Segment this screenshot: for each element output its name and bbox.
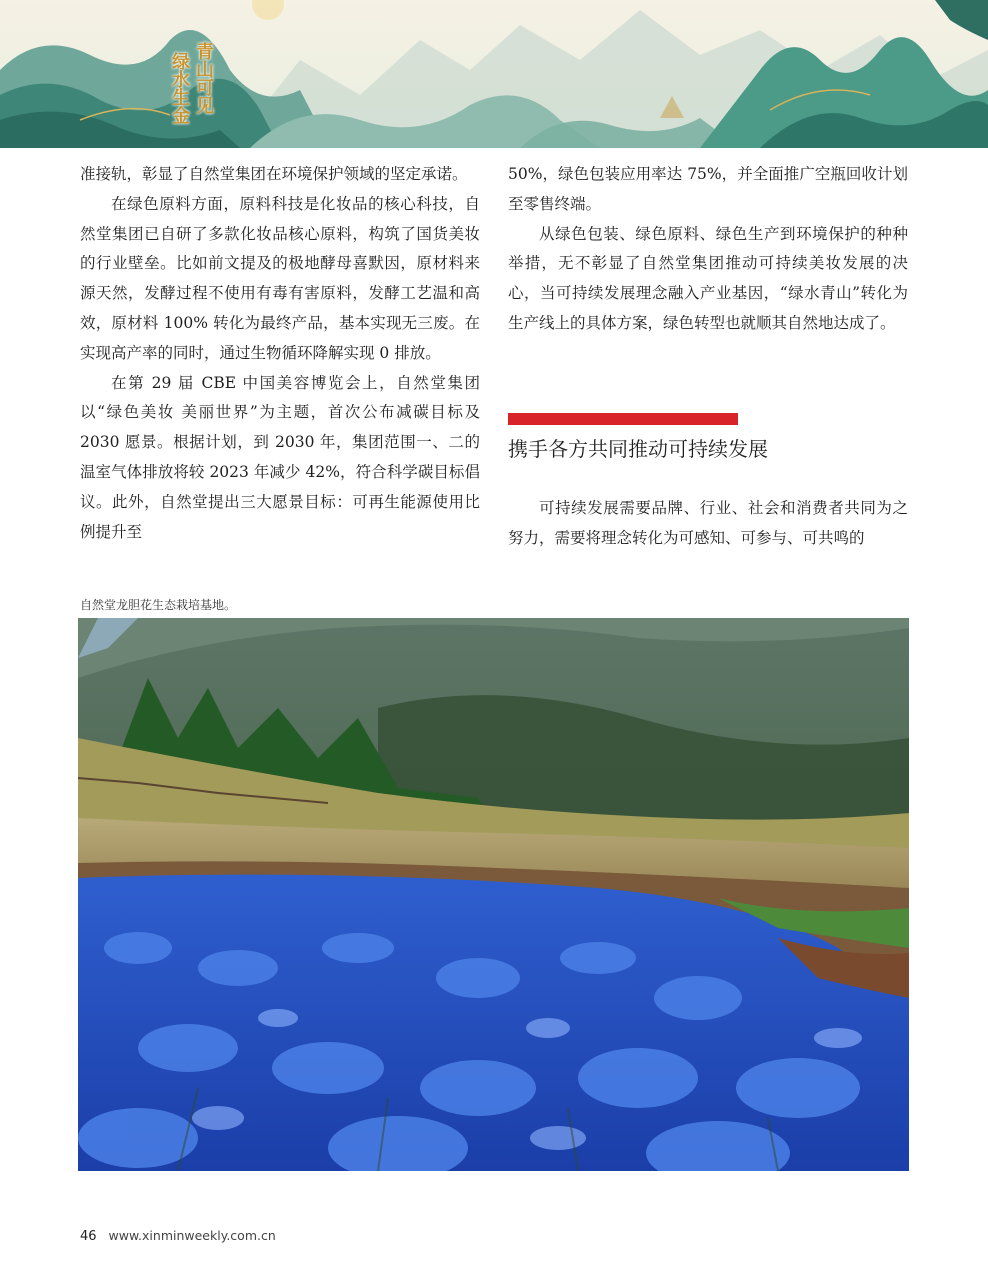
section-accent-bar xyxy=(508,413,738,425)
photo-caption: 自然堂龙胆花生态栽培基地。 xyxy=(80,598,237,612)
paragraph: 可持续发展需要品牌、行业、社会和消费者共同为之努力，需要将理念转化为可感知、可参与、可共鸣的 xyxy=(508,499,908,547)
paragraph: 50%，绿色包装应用率达 75%，并全面推广空瓶回收计划至零售终端。 xyxy=(508,165,908,213)
photo-illustration xyxy=(78,618,909,1171)
banner-title-right: 青山可见 xyxy=(193,42,214,114)
right-text-column xyxy=(508,160,908,339)
gentian-field-photo xyxy=(78,618,909,1171)
page-footer xyxy=(80,1228,276,1244)
left-text-column xyxy=(80,160,480,547)
banner-title-left: 绿水生金 xyxy=(169,52,190,124)
paragraph: 准接轨，彰显了自然堂集团在环境保护领域的坚定承诺。 xyxy=(80,165,468,183)
paragraph: 在第 29 届 CBE 中国美容博览会上，自然堂集团以“绿色美妆 美丽世界”为主题，首次公布减碳目标及 2030 愿景。根据计划，到 2030 年，集团范围一、二的温室气体排放将较 2023 年减少 42%，符合科学碳目标倡议。此外，自然堂提出三大愿景目标：可再生能源使用比例提升至 xyxy=(80,373,480,541)
website-url: www.xinminweekly.com.cn xyxy=(108,1228,276,1243)
paragraph: 从绿色包装、绿色原料、绿色生产到环境保护的种种举措，无不彰显了自然堂集团推动可持续美妆发展的决心，当可持续发展理念融入产业基因，“绿水青山”转化为生产线上的具体方案，绿色转型也就顺其自然地达成了。 xyxy=(508,224,908,332)
mountain-landscape-illustration xyxy=(0,0,988,148)
page-number: 46 xyxy=(80,1229,97,1244)
header-banner xyxy=(0,0,988,148)
section-body xyxy=(508,494,908,554)
banner-title xyxy=(168,42,216,138)
paragraph: 在绿色原料方面，原料科技是化妆品的核心科技，自然堂集团已自研了多款化妆品核心原料，构筑了国货美妆的行业壁垒。比如前文提及的极地酵母喜默因，原材料来源天然，发酵过程不使用有毒有害原料，发酵工艺温和高效，原材料 100% 转化为最终产品，基本实现无三废。在实现高产率的同时，通过生物循环降解实现 0 排放。 xyxy=(80,194,480,362)
section-heading: 携手各方共同推动可持续发展 xyxy=(508,437,768,461)
